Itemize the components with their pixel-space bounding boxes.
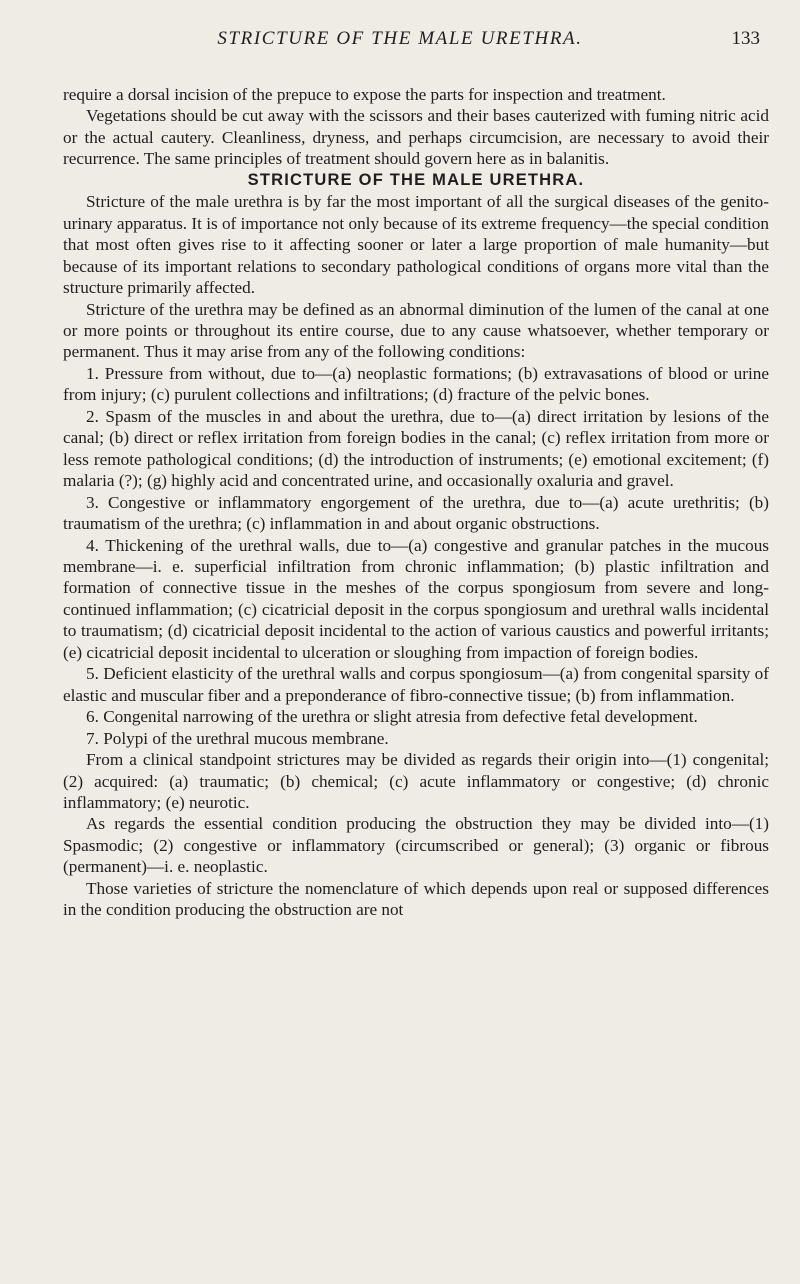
- running-header: [0, 28, 800, 52]
- cause-item: 3. Congestive or inflammatory engorgement of the urethra, due to—(a) acute urethritis; (b) traumatism of the urethra; (c) inflammation in and about organic obstructions.: [63, 492, 769, 534]
- cause-item: 4. Thickening of the urethral walls, due to—(a) congestive and granular patches in the mucous membrane—i. e. superficial infiltration from chronic inflammation; (b) plastic infiltration and formation of connective tissue in the meshes of the corpus spongiosum from severe and long-continued inflammation; (c) cicatricial deposit in the corpus spongiosum and urethral walls incidental to traumatism; (d) cicatricial deposit incidental to the action of various caustics and powerful irritants; (e) cicatricial deposit incidental to ulceration or sloughing from impaction of foreign bodies.: [63, 535, 769, 662]
- paragraph-continuation: require a dorsal incision of the prepuce to expose the parts for inspection and treatment.: [63, 85, 666, 104]
- cause-list: [63, 363, 769, 749]
- cause-item: 5. Deficient elasticity of the urethral walls and corpus spongiosum—(a) from congenital sparsity of elastic and muscular fiber and a preponderance of fibro-connective tissue; (b) from inflammation.: [63, 664, 769, 705]
- paragraph-definition: Stricture of the urethra may be defined as an abnormal diminution of the lumen of the canal at one or more points or throughout its entire course, due to any cause whatsoever, whether temporary or permanent. Thus it may arise from any of the following conditions:: [63, 299, 769, 362]
- paragraph-vegetations: Vegetations should be cut away with the scissors and their bases cauterized with fuming nitric acid or the actual cautery. Cleanliness, dryness, and perhaps circumcision, are necessary to avoid their recurrence. The same principles of treatment should govern here as in balanitis.: [63, 106, 769, 169]
- cause-item: 1. Pressure from without, due to—(a) neoplastic formations; (b) extravasations of blood or urine from injury; (c) purulent collections and infiltrations; (d) fracture of the pelvic bones.: [63, 363, 769, 405]
- body-text: [63, 84, 769, 921]
- cause-item: 6. Congenital narrowing of the urethra or slight atresia from defective fetal development.: [86, 707, 698, 727]
- cause-item: 2. Spasm of the muscles in and about the urethra, due to—(a) direct irritation by lesions of the canal; (b) direct or reflex irritation from foreign bodies in the canal; (c) reflex irritation from more or less remote pathological conditions; (d) the introduction of instruments; (e) emotional excitement; (f) malaria (?); (g) highly acid and concentrated urine, and occasionally oxaluria and gravel.: [63, 406, 769, 491]
- section-heading: STRICTURE OF THE MALE URETHRA.: [247, 170, 585, 189]
- paragraph-clinical-classification: From a clinical standpoint strictures may be divided as regards their origin into—(1) congenital; (2) acquired: (a) traumatic; (b) chemical; (c) acute inflammatory or congestive; (d) chronic inflammatory; (e) neurotic.: [63, 750, 769, 812]
- paragraph-varieties: Those varieties of stricture the nomenclature of which depends upon real or supposed differences in the condition producing the obstruction are not: [63, 878, 769, 920]
- paragraph-intro: Stricture of the male urethra is by far the most important of all the surgical diseases of the genito-urinary apparatus. It is of importance not only because of its extreme frequency—the special condition that most often gives rise to it affecting sooner or later a large proportion of male humanity—but because of its important relations to secondary pathological conditions of organs more vital than the structure primarily affected.: [63, 192, 769, 298]
- paragraph-essential-condition: As regards the essential condition producing the obstruction they may be divided into—(1) Spasmodic; (2) congestive or inflammatory (circumscribed or general); (3) organic or fibrous (permanent)—i. e. neoplastic.: [63, 814, 769, 877]
- page-number: 133: [731, 28, 760, 49]
- cause-item: 7. Polypi of the urethral mucous membrane.: [86, 728, 389, 748]
- running-title: STRICTURE OF THE MALE URETHRA.: [217, 28, 583, 49]
